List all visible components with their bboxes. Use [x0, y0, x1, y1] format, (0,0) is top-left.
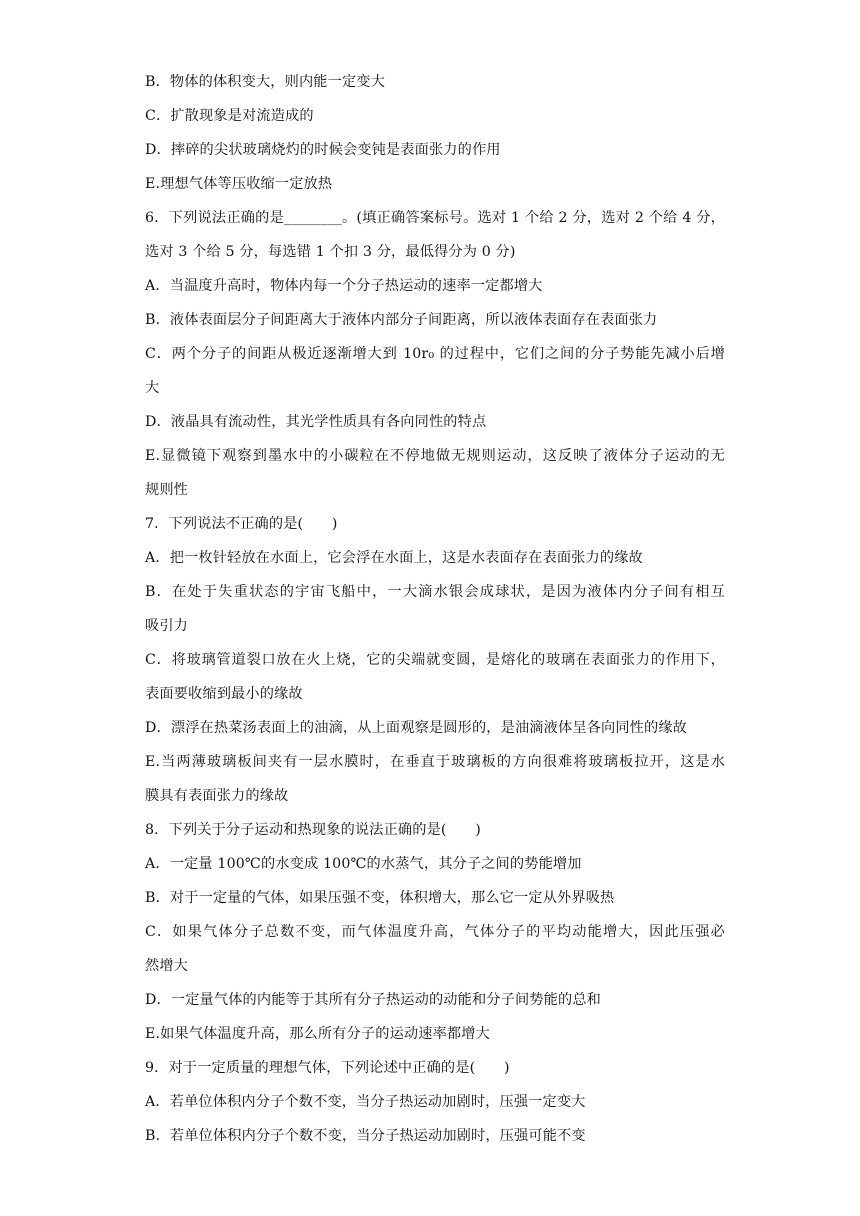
question-8-stem: 8．下列关于分子运动和热现象的说法正确的是( ): [145, 822, 481, 838]
option-5d: D．摔碎的尖状玻璃烧灼的时候会变钝是表面张力的作用: [145, 142, 501, 158]
option-8b: B．对于一定量的气体，如果压强不变，体积增大，那么它一定从外界吸热: [145, 890, 615, 906]
question-7-stem: 7．下列说法不正确的是( ): [145, 516, 338, 532]
option-9a: A．若单位体积内分子个数不变，当分子热运动加剧时，压强一定变大: [145, 1094, 586, 1110]
option-7a: A．把一枚针轻放在水面上，它会浮在水面上，这是水表面存在表面张力的缘故: [145, 550, 643, 566]
option-6a: A．当温度升高时，物体内每一个分子热运动的速率一定都增大: [145, 278, 543, 294]
option-5b: B．物体的体积变大，则内能一定变大: [145, 74, 385, 90]
option-7b-line-2: 吸引力: [145, 618, 189, 634]
option-6e-line-2: 规则性: [145, 482, 189, 498]
option-7d: D．漂浮在热菜汤表面上的油滴，从上面观察是圆形的，是油滴液体呈各向同性的缘故: [145, 720, 688, 736]
option-9b: B．若单位体积内分子个数不变，当分子热运动加剧时，压强可能不变: [145, 1128, 586, 1144]
option-5c: C．扩散现象是对流造成的: [145, 108, 314, 124]
option-6c-line-1: C．两个分子的间距从极近逐渐增大到 10r₀ 的过程中，它们之间的分子势能先减小后增: [145, 346, 725, 362]
question-9-stem: 9．对于一定质量的理想气体，下列论述中正确的是( ): [145, 1060, 510, 1076]
option-6e-line-1: E.显微镜下观察到墨水中的小碳粒在不停地做无规则运动，这反映了液体分子运动的无: [145, 448, 725, 464]
question-6-stem-line-2: 选对 3 个给 5 分，每选错 1 个扣 3 分，最低得分为 0 分): [145, 244, 516, 260]
option-8a: A．一定量 100℃的水变成 100℃的水蒸气，其分子之间的势能增加: [145, 856, 582, 872]
question-6-stem-line-1: 6．下列说法正确的是________。(填正确答案标号。选对 1 个给 2 分，选对 2 个给 4 分，: [145, 210, 725, 226]
option-8e: E.如果气体温度升高，那么所有分子的运动速率都增大: [145, 1026, 490, 1042]
option-8c-line-2: 然增大: [145, 958, 189, 974]
option-7c-line-2: 表面要收缩到最小的缘故: [145, 686, 303, 702]
option-7b-line-1: B．在处于失重状态的宇宙飞船中，一大滴水银会成球状，是因为液体内分子间有相互: [145, 584, 725, 600]
option-5e: E.理想气体等压收缩一定放热: [145, 176, 333, 192]
option-6b: B．液体表面层分子间距离大于液体内部分子间距离，所以液体表面存在表面张力: [145, 312, 658, 328]
option-8c-line-1: C．如果气体分子总数不变，而气体温度升高，气体分子的平均动能增大，因此压强必: [145, 924, 725, 940]
option-6c-line-2: 大: [145, 380, 160, 396]
option-8d: D．一定量气体的内能等于其所有分子热运动的动能和分子间势能的总和: [145, 992, 601, 1008]
option-7e-line-1: E.当两薄玻璃板间夹有一层水膜时，在垂直于玻璃板的方向很难将玻璃板拉开，这是水: [145, 754, 725, 770]
option-6d: D．液晶具有流动性，其光学性质具有各向同性的特点: [145, 414, 487, 430]
option-7c-line-1: C．将玻璃管道裂口放在火上烧，它的尖端就变圆，是熔化的玻璃在表面张力的作用下，: [145, 652, 725, 668]
option-7e-line-2: 膜具有表面张力的缘故: [145, 788, 289, 804]
